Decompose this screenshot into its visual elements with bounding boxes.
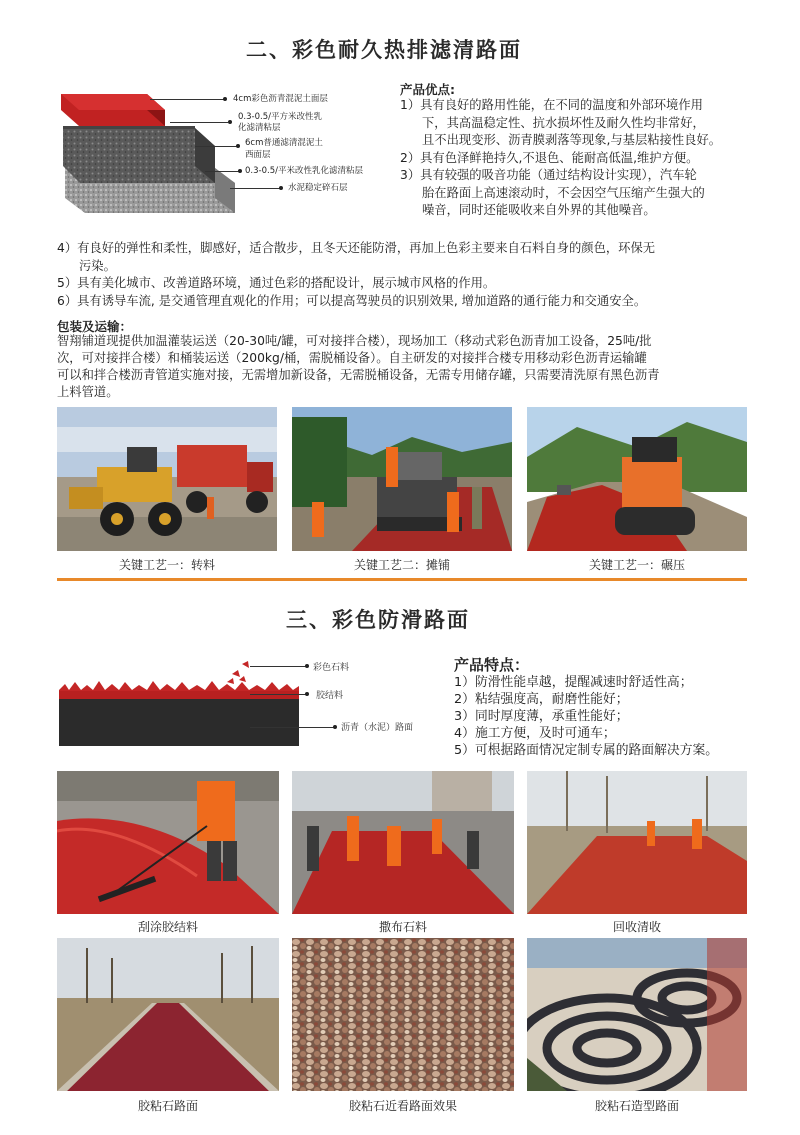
section3-title: 三、彩色防滑路面 [286, 608, 470, 632]
layer-label-5: 水泥稳定碎石层 [288, 183, 348, 193]
layer-label-2: 0.3-0.5/平方米改性乳 [238, 112, 322, 122]
feature-line: 5）可根据路面情况定制专属的路面解决方案。 [454, 743, 719, 758]
features-list [454, 674, 774, 759]
photo-caption: 刮涂胶结料 [137, 920, 198, 934]
leader-dot [236, 144, 240, 148]
photo-glued-stone-closeup [292, 938, 514, 1091]
layer-label-base: 沥青（水泥）路面 [341, 723, 414, 733]
leader-dot [238, 169, 242, 173]
section-divider [57, 578, 747, 581]
photo-paving-machine [292, 407, 512, 551]
photo-road-roller [527, 407, 747, 551]
layer-label-colored-stone: 彩色石料 [313, 663, 350, 673]
photo-glued-stone-road [57, 938, 279, 1091]
leader-line [150, 99, 225, 100]
photo-caption: 关键工艺一：转料 [118, 558, 215, 572]
photo-caption: 回收清收 [612, 920, 661, 934]
feature-line: 4）施工方便，及时可通车； [454, 726, 616, 741]
advantage-line: 2）具有色泽鲜艳持久,不退色、能耐高低温,维护方便。 [400, 150, 699, 165]
photo-spreading-stone [292, 771, 514, 914]
photo-scraping-binder [57, 771, 279, 914]
photo-recovery-cleanup [527, 771, 747, 914]
photo-loader-truck [57, 407, 277, 551]
transport-line: 上料管道。 [57, 385, 119, 399]
layer-label-4: 0.3-0.5/平米改性乳化滤清粘层 [245, 166, 363, 176]
transport-text [57, 333, 777, 401]
advantage-line: 下，其高温稳定性、抗水损坏性及耐久性均非常好， [422, 115, 705, 130]
leader-dot [305, 664, 309, 668]
leader-line [230, 188, 280, 189]
layer-label-3: 6cm普通滤清混泥土 [245, 138, 323, 148]
layer-label-binder: 胶结料 [316, 691, 344, 701]
advantages-list [400, 97, 780, 220]
photo-caption: 撒布石料 [378, 920, 427, 934]
advantage-line: 6）具有诱导车流, 是交通管理直观化的作用；可以提高驾驶员的识别效果, 增加道路的通行能力和交通安全。 [57, 293, 647, 308]
leader-dot [305, 692, 309, 696]
leader-line [250, 727, 334, 728]
photo-caption: 胶粘石造型路面 [594, 1099, 679, 1113]
feature-line: 1）防滑性能卓越，提醒减速时舒适性高； [454, 675, 693, 690]
advantage-line: 且不出现变形、沥青膜剥落等现象,与基层粘接性良好。 [422, 133, 722, 147]
section2-title: 二、彩色耐久热排滤清路面 [246, 38, 522, 62]
leader-line [170, 122, 228, 123]
advantage-line: 4）有良好的弹性和柔性，脚感好，适合散步，且冬天还能防滑，再加上色彩主要来自石料自身的颜色，环保无 [57, 241, 656, 255]
photo-caption: 关键工艺一：碾压 [588, 558, 685, 572]
leader-line [195, 146, 237, 147]
photo-caption: 胶粘石近看路面效果 [348, 1099, 457, 1113]
transport-title: 包装及运输： [57, 319, 133, 334]
leader-line [250, 666, 306, 667]
leader-dot [279, 186, 283, 190]
advantage-line: 3）具有较强的吸音功能（通过结构设计实现），汽车轮 [400, 168, 697, 182]
leader-line [205, 171, 239, 172]
photo-glued-stone-pattern [527, 938, 747, 1091]
leader-dot [223, 97, 227, 101]
more-advantages-list [57, 240, 777, 310]
leader-dot [228, 120, 232, 124]
features-title: 产品特点： [454, 656, 530, 674]
layer-label-3b: 西面层 [245, 150, 271, 160]
photo-caption: 关键工艺二：摊铺 [353, 558, 450, 572]
leader-dot [333, 725, 337, 729]
advantage-line: 胎在路面上高速滚动时，不会因空气压缩产生强大的 [422, 185, 705, 200]
advantage-line: 污染。 [79, 258, 116, 273]
road-layer-diagram [55, 88, 355, 218]
advantages-title: 产品优点: [400, 82, 455, 97]
leader-line [250, 694, 306, 695]
advantage-line: 噪音，同时还能吸收来自外界的其他噪音。 [422, 203, 656, 217]
anti-skid-layer-diagram [57, 660, 307, 750]
layer-label-1: 4cm彩色沥青混泥土面层 [233, 94, 328, 104]
photo-caption: 胶粘石路面 [137, 1099, 198, 1113]
feature-line: 2）粘结强度高，耐磨性能好； [454, 692, 629, 707]
transport-line: 可以和拌合楼沥青管道实施对接，无需增加新设备，无需脱桶设备，无需专用储存罐，只需要清洗原有黑色沥青 [57, 368, 660, 382]
feature-line: 3）同时厚度薄，承重性能好； [454, 709, 629, 724]
transport-line: 次，可对接拌合楼）和桶装运送（200kg/桶，需脱桶设备）。自主研发的对接拌合楼专用移动彩色沥青运输罐 [57, 351, 647, 365]
advantage-line: 5）具有美化城市、改善道路环境，通过色彩的搭配设计，展示城市风格的作用。 [57, 276, 496, 290]
transport-line: 智翔铺道现提供加温灌装运送（20-30吨/罐，可对接拌合楼），现场加工（移动式彩色沥青加工设备，25吨/批 [57, 334, 652, 348]
layer-label-2b: 化滤清粘层 [238, 123, 281, 133]
advantage-line: 1）具有良好的路用性能，在不同的温度和外部环境作用 [400, 98, 703, 112]
